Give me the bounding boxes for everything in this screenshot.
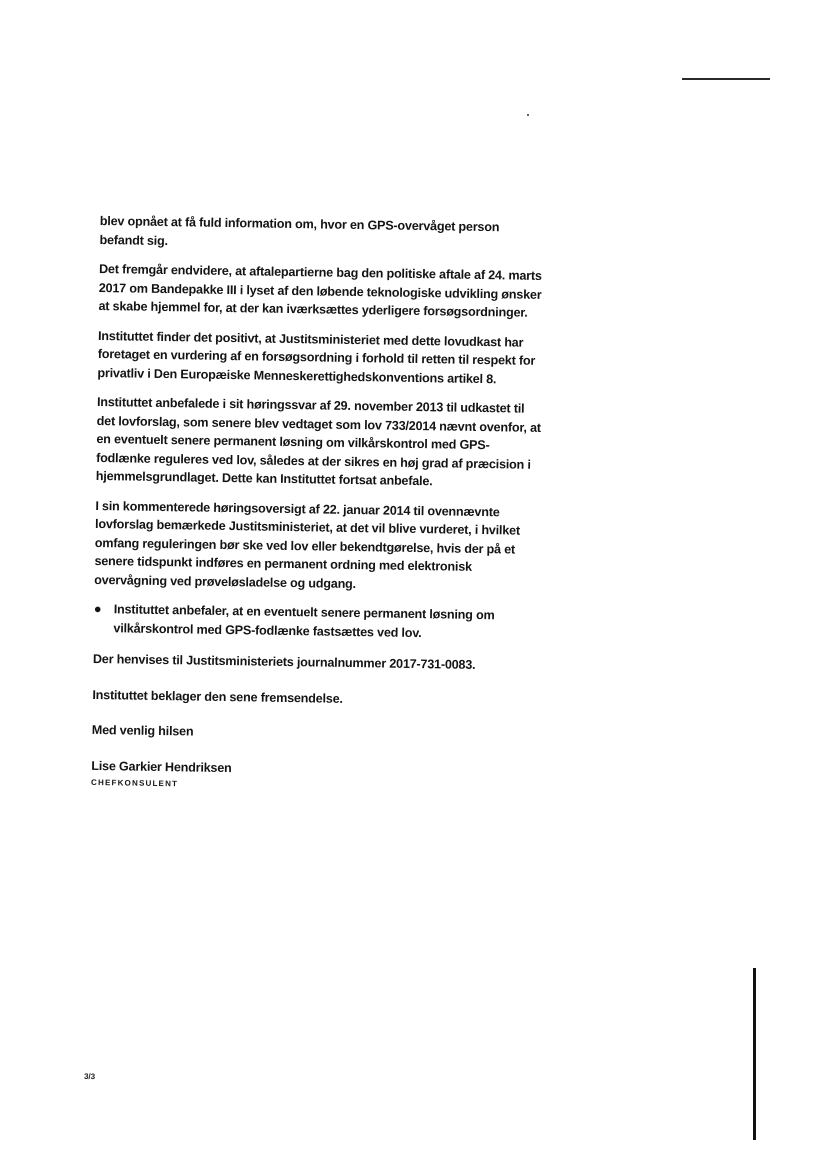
recommendation-text: Instituttet anbefaler, at en eventuelt senere permanent løsning om vilkårskontrol med GPS-fodlænke fastsættes ved lov. [113,602,495,640]
paragraph-previous-recommendation: Instituttet anbefalede i sit høringssvar af 29. november 2013 til udkastet til det lovforslag, som senere blev vedtaget som lov 733/2014 nævnt ovenfor, at en eventuelt senere permanent løsning om vilkårskontrol med GPS-fodlænke reguleres ved lov, således at der sikres en høj grad af præcision i hjemmelsgrundlaget. Dette kan Instituttet fortsat anbefale. [95,394,541,489]
scan-margin-bar [753,968,756,1140]
closing-greeting: Med venlig hilsen [91,722,194,739]
paragraph-ministry-comment: I sin kommenterede høringsoversigt af 22. januar 2014 til ovennævnte lovforslag bemærkede Justitsministeriet, at det vil blive vurderet, i hvilket omfang reguleringen bør ske ved lov eller bekendtgørelse, hvis der på et senere tidspunkt indføres en permanent ordning med elektronisk overvågning ved prøveløsladelse og udgang. [94,498,520,591]
signature-block [91,756,537,795]
header-rule [682,78,770,80]
signatory-name: Lise Garkier Hendriksen [91,758,232,775]
paragraph-privacy-assessment: Instituttet finder det positivt, at Justitsministeriet med dette lovudkast har foretaget en vurdering af en forsøgsordning i forhold til retten til respekt for privatliv i Den Europæiske Menneskerettighedskonventions artikel 8. [97,328,536,386]
paragraph-bandepakke: Det fremgår endvidere, at aftalepartierne bag den politiske aftale af 24. marts 2017 om Bandepakke III i lyset af den løbende teknologiske udvikling ønsker at skabe hjemmel for, at der kan iværksættes yderligere forsøgsordninger. [98,261,542,320]
bullet-icon: ● [93,600,102,617]
letter-body [91,212,546,795]
apology-text: Instituttet beklager den sene fremsendelse. [92,687,343,706]
signatory-title: CHEFKONSULENT [90,777,179,789]
recommendation-bullet [93,600,540,644]
paragraph-continuation: blev opnået at få fuld information om, hvor en GPS-overvåget person befandt sig. [99,213,500,248]
scan-speck [527,114,529,116]
journal-reference: Der henvises til Justitsministeriets journalnummer 2017-731-0083. [92,651,476,672]
page-number: 3/3 [83,1071,96,1082]
